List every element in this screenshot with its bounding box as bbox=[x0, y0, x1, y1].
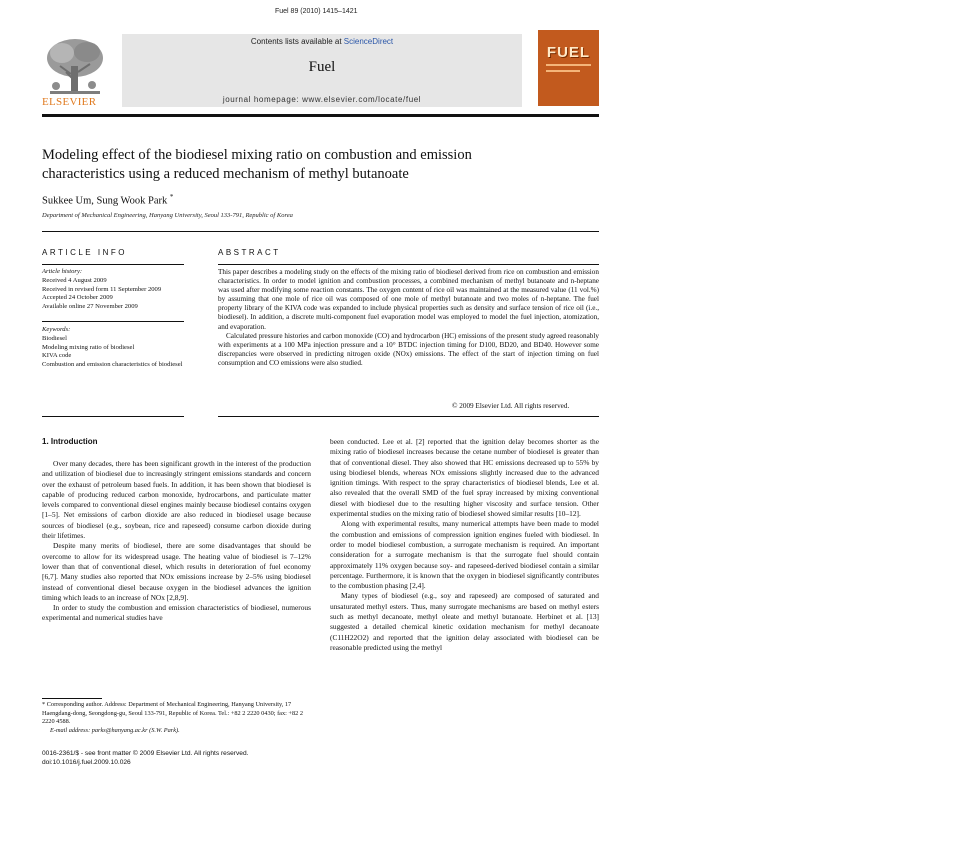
keywords bbox=[42, 326, 188, 370]
footnote-rule bbox=[42, 698, 102, 699]
keyword-item: Biodiesel bbox=[42, 334, 67, 342]
publisher-name: ELSEVIER bbox=[42, 96, 97, 108]
history-label: Article history: bbox=[42, 268, 83, 275]
footnote bbox=[42, 701, 312, 735]
keywords-label: Keywords: bbox=[42, 326, 71, 333]
section-rule bbox=[42, 231, 599, 232]
corresponding-author-note: * Corresponding author. Address: Department of Mechanical Engineering, Hanyang University, 17 Haengdang-dong, Seongdong-gu, Seoul 133-791, Republic of Korea. Tel.: +82 2 2220 0430; fax: +82 2 2220 4588. bbox=[42, 701, 304, 726]
contents-prefix: Contents lists available at bbox=[250, 37, 342, 46]
body-paragraph: In order to study the combustion and emission characteristics of biodiesel, numerous experimental and numerical studies have bbox=[42, 603, 311, 623]
issn-line: 0016-2361/$ - see front matter © 2009 Elsevier Ltd. All rights reserved. bbox=[42, 750, 249, 757]
body-column-right bbox=[330, 437, 599, 653]
body-paragraph: Many types of biodiesel (e.g., soy and rapeseed) are composed of saturated and unsaturated methyl esters. Thus, many surrogate mechanisms are based on methyl esters such as methyl decanoate, methyl oleate and methyl butanoate. Herbinet et al. [13] suggested a detailed chemical kinetic oxidation mechanism for methyl decanoate (C11H22O2) and reported that the ignition delay associated with biodiesel can be reasonable predicted using the methyl bbox=[330, 591, 599, 652]
title-line: Modeling effect of the biodiesel mixing ratio on combustion and emission bbox=[42, 147, 472, 163]
header-rule bbox=[42, 114, 599, 117]
doi-link[interactable]: doi:10.1016/j.fuel.2009.10.026 bbox=[42, 759, 131, 766]
journal-homepage[interactable]: journal homepage: www.elsevier.com/locate/fuel bbox=[222, 95, 422, 104]
body-paragraph: Along with experimental results, many numerical attempts have been made to model the combustion and emissions of compression ignition engines fueled with biodiesel. In order to model biodiesel combustion, a surrogate mechanism is required. An important consideration for a surrogate mechanism is that the surrogate fuel should contain approximately 11% oxygen because soy- and rapeseed-derived biodiesel contain a similar percentage. Furthermore, it is known that the oxygen in biodiesel significantly contributes to the combustion phasing [2,4]. bbox=[330, 519, 599, 591]
cover-decoration bbox=[546, 70, 580, 72]
sciencedirect-link[interactable]: ScienceDirect bbox=[343, 37, 394, 46]
history-item: Available online 27 November 2009 bbox=[42, 303, 138, 311]
history-item: Received in revised form 11 September 2009 bbox=[42, 285, 162, 293]
journal-citation: Fuel 89 (2010) 1415–1421 bbox=[275, 8, 358, 15]
abstract-heading: ABSTRACT bbox=[218, 248, 281, 257]
body-column-left bbox=[42, 459, 311, 624]
cover-decoration bbox=[546, 64, 591, 66]
article-info-heading: ARTICLE INFO bbox=[42, 248, 127, 257]
article-meta bbox=[42, 749, 248, 767]
corresponding-mark[interactable]: * bbox=[169, 193, 174, 201]
body-paragraph: Despite many merits of biodiesel, there are some disadvantages that should be overcome to allow for its widespread usage. The heating value of biodiesel is 7–12% lower than that of conventional diesel, which results in deterioration of fuel economy [6,7]. Many studies also reported that NOx emissions increase by 2–5% using biodiesel instead of conventional diesel because oxygen in the biodiesel advances the ignition timing which leads to an increase of NOx [2,8,9]. bbox=[42, 541, 311, 602]
contents-line bbox=[122, 37, 522, 46]
abstract-body bbox=[218, 268, 599, 368]
abstract-rule bbox=[218, 264, 599, 265]
abstract-paragraph: This paper describes a modeling study on the effects of the mixing ratio of biodiesel derived from rice on combustion and emission characteristics. In order to model ignition and combustion processes, a combined mechanism of methyl butanoate and n-heptane was used after modifying some reaction constants. The oxygen content of rice oil was maintained at the measured value (11 vol.%) by assuming that one mole of rice oil was composed of one mole of methyl butanoate and two moles of n-heptane. The fuel property library of the KIVA code was expanded to include physical properties such as density and surface tension of rice oil (i.e., biodiesel). In addition, a discrete multi-component fuel evaporation model was employed to model the fuel injection, atomization, and evaporation. bbox=[218, 268, 599, 331]
article-info-rule bbox=[42, 264, 184, 265]
body-paragraph: been conducted. Lee et al. [2] reported that the ignition delay becomes shorter as the mixing ratio of biodiesel increases because the cetane number of biodiesel is greater than that of conventional diesel. They also showed that HC emissions decreased up to 55% by using biodiesel blends, whereas NOx emissions slightly increased due to the advanced ignition timings. With respect to the spray characteristics of biodiesel blends, Lee et al. also revealed that the overall SMD of the fuel spray increased by mixing conventional diesel with biodiesel due to the resulting higher viscosity and surface tension. Other experimental studies on the mixing ratio of biodiesel showed similar results [10–12]. bbox=[330, 437, 599, 519]
authors: Sukkee Um, Sung Wook Park bbox=[42, 195, 168, 207]
article-history bbox=[42, 268, 187, 312]
abstract-paragraph: Calculated pressure histories and carbon monoxide (CO) and hydrocarbon (HC) emissions of the present study agreed reasonably with experiments at a 100 MPa injection pressure and a 10° BTDC injection timing for D100, BD20, and BD40. However some discrepancies were observed in predicting nitrogen oxide (NOx) emissions. The effect of the start of injection timing on fuel consumption and CO emissions were also studied. bbox=[218, 331, 599, 367]
article-info-rule bbox=[42, 416, 184, 417]
email-address[interactable]: E-mail address: parks@hanyang.ac.kr (S.W. Park). bbox=[50, 726, 180, 734]
article-info-rule bbox=[42, 321, 184, 322]
keyword-item: KIVA code bbox=[42, 352, 72, 360]
cover-title: FUEL bbox=[546, 44, 591, 61]
copyright: © 2009 Elsevier Ltd. All rights reserved. bbox=[452, 402, 570, 410]
section-heading: 1. Introduction bbox=[42, 437, 98, 446]
keyword-item: Combustion and emission characteristics of biodiesel bbox=[42, 361, 183, 369]
abstract-rule bbox=[218, 416, 599, 417]
title-line: characteristics using a reduced mechanism of methyl butanoate bbox=[42, 166, 409, 182]
journal-name: Fuel bbox=[308, 59, 336, 75]
keyword-item: Modeling mixing ratio of biodiesel bbox=[42, 343, 135, 351]
journal-banner bbox=[122, 34, 522, 107]
history-item: Accepted 24 October 2009 bbox=[42, 294, 113, 302]
body-paragraph: Over many decades, there has been significant growth in the interest of the production and utilization of biodiesel due to increasingly stringent emissions standards and concern over the exhaust of petroleum based fuels. In addition, it has been shown that biodiesel is capable of producing reduced carbon monoxide, hydrocarbons, and particulate matter levels compared to conventional diesel engines mainly because biodiesel contains oxygen [1–5]. Net emissions of carbon dioxide are also reduced in biodiesel usage because sources of biodiesel (e.g., soybean, rice and rapeseed) consume carbon dioxide during their lifetimes. bbox=[42, 459, 311, 541]
author-list bbox=[42, 193, 173, 207]
article-title bbox=[42, 146, 602, 184]
affiliation: Department of Mechanical Engineering, Hanyang University, Seoul 133-791, Republic of Korea bbox=[42, 212, 293, 219]
history-item: Received 4 August 2009 bbox=[42, 276, 107, 284]
journal-cover-image bbox=[538, 30, 599, 106]
